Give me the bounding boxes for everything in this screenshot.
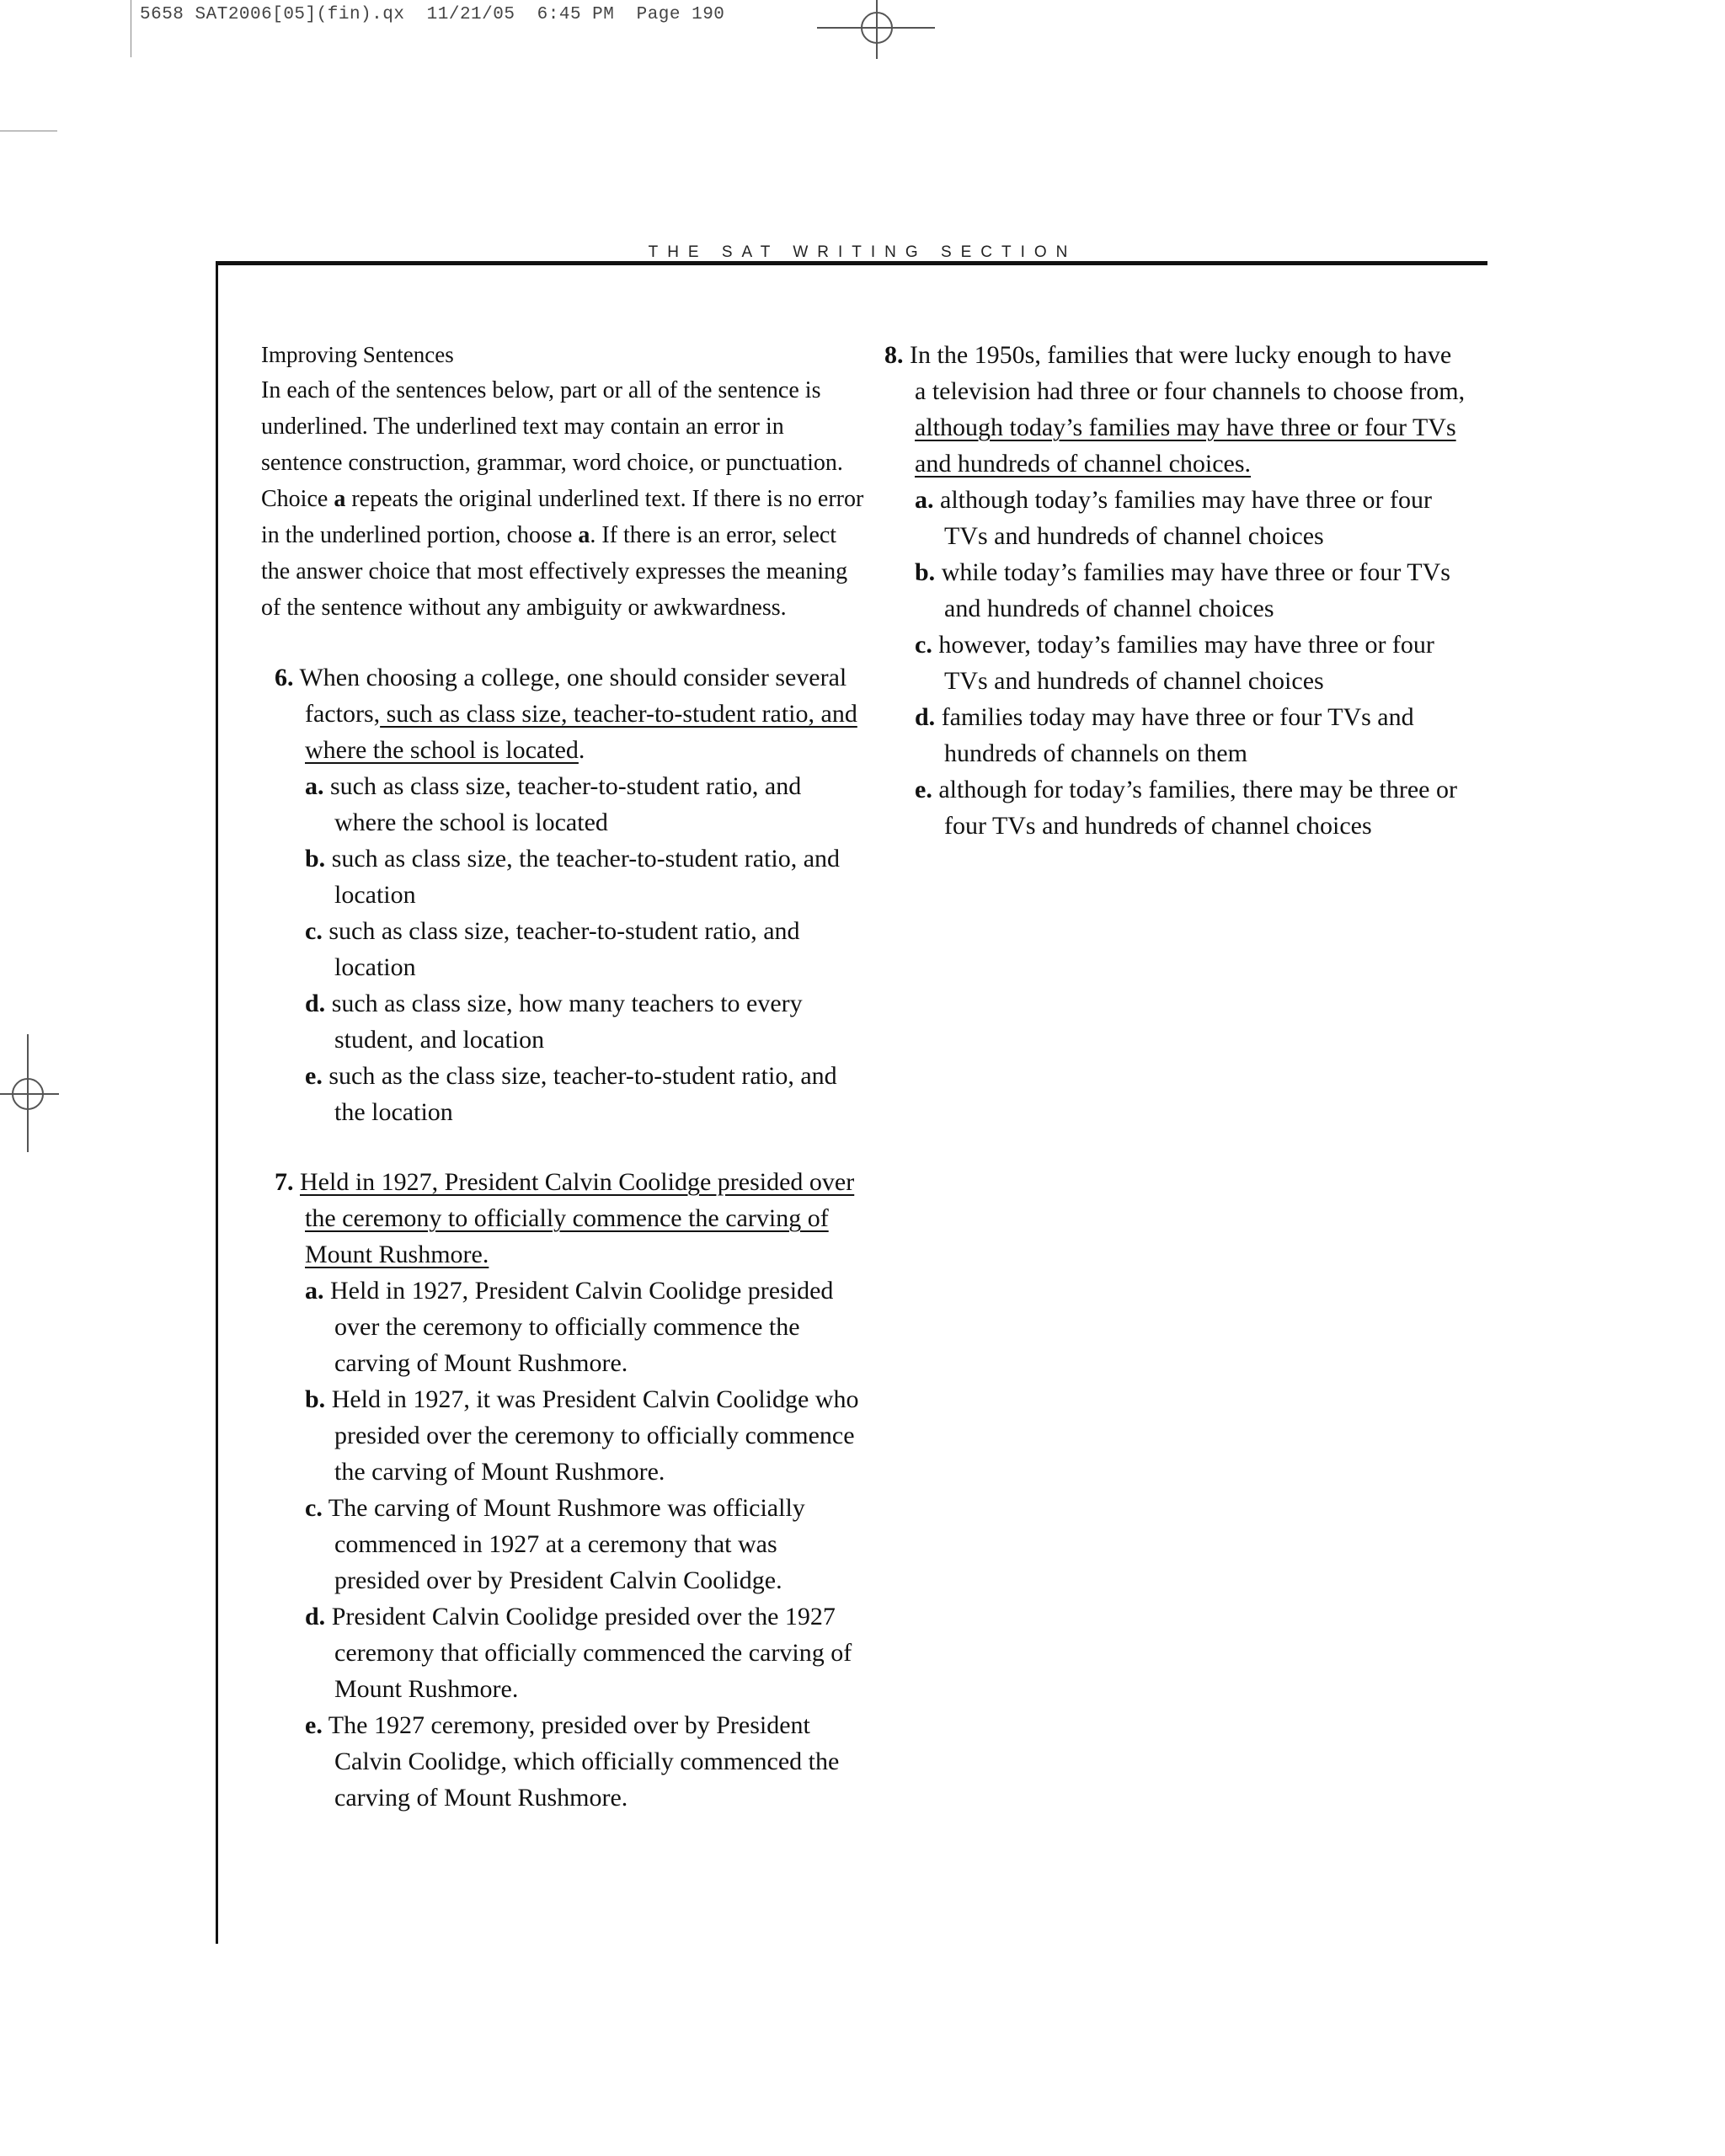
choice-letter: a. — [305, 772, 324, 800]
answer-choice-b[interactable] — [305, 1381, 868, 1490]
choice-letter: c. — [915, 631, 932, 659]
stem-text: . — [578, 736, 585, 764]
choice-text: Held in 1927, it was President Calvin Coolidge who presided over the ceremony to officially commence the carving of Mount Rushmore. — [331, 1385, 859, 1486]
right-column — [884, 337, 1466, 844]
question-number: 6. — [275, 664, 294, 691]
answer-choice-d[interactable] — [305, 1598, 868, 1707]
instructions-text: repeats the original underlined text. If there is no error in the underlined portion, choose — [261, 486, 864, 548]
question-7 — [261, 1164, 868, 1816]
question-stem — [884, 337, 1466, 482]
question-number: 7. — [275, 1168, 294, 1196]
instructions-bold: a — [334, 486, 346, 512]
answer-choice-b[interactable] — [305, 841, 868, 913]
answer-choice-e[interactable] — [915, 771, 1466, 844]
choice-text: such as class size, how many teachers to every student, and location — [331, 990, 803, 1054]
choice-letter: b. — [305, 1385, 326, 1413]
choice-letter: e. — [305, 1711, 323, 1739]
answer-choice-d[interactable] — [305, 985, 868, 1058]
choice-letter: e. — [915, 776, 932, 803]
stem-text: In the 1950s, families that were lucky enough to have a television had three or four channels to choose from, — [910, 341, 1466, 405]
answer-choice-c[interactable] — [305, 913, 868, 985]
choice-letter: d. — [305, 1603, 326, 1630]
instructions-text: . If there is an error, select the answer choice that most effectively expresses the meaning of the sentence without any ambiguity or awkwardness. — [261, 522, 848, 621]
answer-choice-d[interactable] — [915, 699, 1466, 771]
choice-text: such as the class size, teacher-to-student ratio, and the location — [328, 1062, 837, 1126]
printer-slug: 5658 SAT2006[05](fin).qx 11/21/05 6:45 PM Page 190 — [140, 5, 725, 24]
answer-choice-a[interactable] — [305, 1273, 868, 1381]
choice-text: however, today’s families may have three or four TVs and hundreds of channel choices — [938, 631, 1434, 695]
choice-text: although for today’s families, there may be three or four TVs and hundreds of channel choices — [938, 776, 1457, 840]
choice-text: families today may have three or four TVs and hundreds of channels on them — [941, 703, 1414, 767]
choice-letter: a. — [305, 1277, 324, 1305]
answer-choice-c[interactable] — [915, 627, 1466, 699]
answer-choice-a[interactable] — [305, 768, 868, 841]
underlined-text: although today’s families may have three or four TVs and hundreds of channel choices. — [915, 414, 1456, 478]
choice-text: Held in 1927, President Calvin Coolidge presided over the ceremony to officially commence the carving of Mount Rushmore. — [330, 1277, 834, 1377]
underlined-text: such as class size, teacher-to-student ratio, and where the school is located — [305, 700, 857, 764]
header-rule — [216, 261, 1487, 265]
choice-letter: d. — [915, 703, 936, 731]
answer-choices — [275, 1273, 868, 1816]
margin-rule — [216, 261, 218, 1944]
choice-text: such as class size, teacher-to-student ratio, and where the school is located — [330, 772, 802, 836]
choice-letter: b. — [305, 845, 326, 873]
underlined-text: Held in 1927, President Calvin Coolidge presided over the ceremony to officially commence the carving of Mount Rushmore. — [300, 1168, 855, 1268]
answer-choice-c[interactable] — [305, 1490, 868, 1598]
answer-choice-e[interactable] — [305, 1058, 868, 1130]
instructions — [261, 372, 868, 626]
answer-choice-b[interactable] — [915, 554, 1466, 627]
answer-choice-a[interactable] — [915, 482, 1466, 554]
choice-letter: b. — [915, 558, 936, 586]
instructions-bold: a — [578, 522, 590, 548]
running-head: THE SAT WRITING SECTION — [648, 243, 1077, 261]
answer-choices — [884, 482, 1466, 844]
question-6 — [261, 659, 868, 1130]
question-number: 8. — [884, 341, 904, 369]
question-8 — [884, 337, 1466, 844]
section-title: Improving Sentences — [261, 342, 454, 367]
stem-text: When choosing a college, one should consider several factors, — [299, 664, 847, 728]
choice-text: although today’s families may have three or four TVs and hundreds of channel choices — [940, 486, 1432, 550]
answer-choice-e[interactable] — [305, 1707, 868, 1816]
choice-letter: c. — [305, 1494, 323, 1522]
choice-text: such as class size, the teacher-to-student ratio, and location — [331, 845, 841, 909]
choice-letter: a. — [915, 486, 934, 514]
choice-text: The carving of Mount Rushmore was officially commenced in 1927 at a ceremony that was presided over by President Calvin Coolidge. — [328, 1494, 805, 1594]
choice-text: The 1927 ceremony, presided over by President Calvin Coolidge, which officially commenced the carving of Mount Rushmore. — [328, 1711, 840, 1812]
instructions-text: In each of the sentences below, part or all of the sentence is underlined. The underlined text may contain an error in sentence construction, grammar, word choice, or punctuation. Choice — [261, 377, 843, 512]
choice-letter: d. — [305, 990, 326, 1017]
choice-letter: c. — [305, 917, 323, 945]
question-stem — [275, 659, 868, 768]
left-column — [261, 337, 868, 1816]
choice-text: President Calvin Coolidge presided over the 1927 ceremony that officially commenced the carving of Mount Rushmore. — [331, 1603, 852, 1703]
question-stem — [275, 1164, 868, 1273]
answer-choices — [275, 768, 868, 1130]
choice-text: such as class size, teacher-to-student ratio, and location — [328, 917, 800, 981]
choice-letter: e. — [305, 1062, 323, 1090]
choice-text: while today’s families may have three or four TVs and hundreds of channel choices — [941, 558, 1450, 622]
